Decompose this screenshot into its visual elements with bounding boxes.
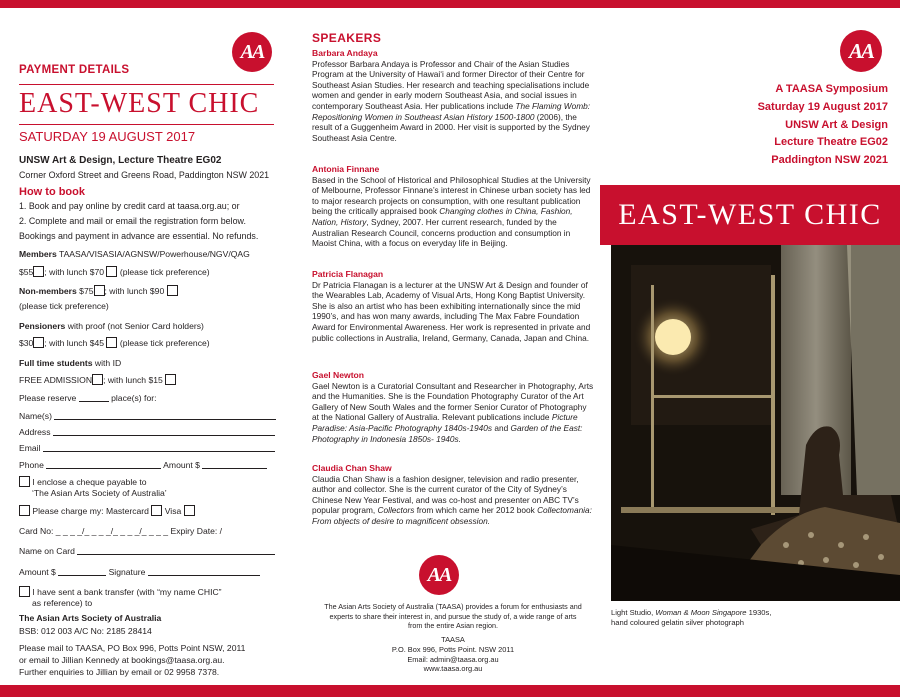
members-lunch-checkbox[interactable] xyxy=(106,266,117,277)
booking-step: 2. Complete and mail or email the registration form below. xyxy=(19,216,246,226)
students-options: FREE ADMISSION ; with lunch $15 xyxy=(19,374,176,386)
photo-caption xyxy=(611,608,891,628)
amount2-field[interactable] xyxy=(58,575,106,576)
address-field[interactable] xyxy=(53,435,275,436)
transfer-row: I have sent a bank transfer (with “my name CHIC” xyxy=(19,586,222,598)
contact-line: TAASA xyxy=(441,635,465,644)
names-field[interactable] xyxy=(54,419,276,420)
students-checkbox[interactable] xyxy=(92,374,103,385)
cheque-payee: ‘The Asian Arts Society of Australia’ xyxy=(32,488,167,498)
visa-checkbox[interactable] xyxy=(184,505,195,516)
taasa-logo: AA xyxy=(840,30,882,72)
speaker-bio: Based in the School of Historical and Philosophical Studies at the University of Melbourne, Professor Finnane’s interest in Chinese urban society has led to major research projects on consumption, with one resultant publication being the critically appraised book Changing clothes in China, Fashion, Nation, History, Sydney, 2007. Her current research, funded by the Australian Research Council, concerns production and consumption in Maoist China, with a focus on everyday life in Beijing. xyxy=(312,174,591,249)
how-to-book-heading: How to book xyxy=(19,186,85,198)
speaker-bio: Dr Patricia Flanagan is a lecturer at the UNSW Art & Design and founder of the Wearables Lab, Academy of Visual Arts, Hong Kong Baptist University. She is also an artist who has been exhibiting internationally since the mid 1990’s, and has won many awards, including The Max Fabre Foundation Award for Environmental Awareness. Her work is represented in private and public collections in Australia, Ireland, Germany, Canada, Japan and China. xyxy=(312,279,591,343)
title-rule-bottom xyxy=(19,124,274,125)
members-row: Members TAASA/VISASIA/AGNSW/Powerhouse/NGV/QAG xyxy=(19,249,250,259)
reserve-places-field[interactable] xyxy=(79,401,109,402)
symposium-line: A TAASA Symposium xyxy=(775,83,888,95)
contact-line[interactable]: Email: admin@taasa.org.au xyxy=(407,654,499,664)
pensioners-options: $30 ; with lunch $45 (please tick preference) xyxy=(19,338,210,348)
society-name: The Asian Arts Society of Australia xyxy=(19,613,162,623)
society-blurb: The Asian Arts Society of Australia (TAASA) provides a forum for enthusiasts and experts to share their interest in, and pursue the study of, a wide range of arts from the entire Asian region. xyxy=(324,602,582,631)
speaker-block xyxy=(312,269,594,343)
speaker-name: Gael Newton xyxy=(312,370,365,380)
booking-step: 1. Book and pay online by credit card at taasa.org.au; or xyxy=(19,201,240,211)
students-lunch-checkbox[interactable] xyxy=(165,374,176,385)
nonmembers-lunch-checkbox[interactable] xyxy=(167,285,178,296)
cover-panel xyxy=(600,8,900,685)
caption-line: hand coloured gelatin silver photograph xyxy=(611,618,744,627)
cheque-checkbox[interactable] xyxy=(19,476,30,487)
cheque-row: I enclose a cheque payable to xyxy=(19,476,147,488)
speaker-name: Patricia Flanagan xyxy=(312,269,384,279)
bank-details: BSB: 012 003 A/C No: 2185 28414 xyxy=(19,626,152,636)
mastercard-checkbox[interactable] xyxy=(151,505,162,516)
speaker-name: Antonia Finnane xyxy=(312,164,380,174)
amount-signature-row: Amount $ Signature xyxy=(19,567,260,578)
members-options: $55 ; with lunch $70 (please tick preference) xyxy=(19,267,210,277)
students-row: Full time students with ID xyxy=(19,358,122,368)
charge-checkbox[interactable] xyxy=(19,505,30,516)
speaker-block xyxy=(312,48,594,143)
address-row: Address xyxy=(19,427,275,438)
nonmembers-checkbox[interactable] xyxy=(94,285,105,296)
mail-line: or email to Jillian Kennedy at bookings@taasa.org.au. xyxy=(19,655,225,665)
taasa-logo: AA xyxy=(232,32,272,72)
contact-block xyxy=(324,635,582,674)
speaker-block xyxy=(312,164,594,249)
card-row: Card No: _ _ _ _/_ _ _ _/_ _ _ _/_ _ _ _ Expiry Date: / xyxy=(19,526,223,536)
symposium-line: UNSW Art & Design xyxy=(785,118,888,131)
members-checkbox[interactable] xyxy=(33,266,44,277)
speaker-bio: Professor Barbara Andaya is Professor and Chair of the Asian Studies Program at the University of Hawai‘i and former Director of their Centre for Southeast Asian Studies. Her research and teaching specialisations include women and gender in early modern Southeast Asia, and social issues in contemporary Southeast Asia. Her publications include The Flaming Womb: Repositioning Women in Southeast Asian History 1500-1800 (2006), the result of a Guggenheim Award in 2000. Her visit is supported by the Sydney Southeast Asia Centre. xyxy=(312,58,591,143)
pensioners-row: Pensioners with proof (not Senior Card holders) xyxy=(19,321,204,331)
symposium-line: Paddington NSW 2021 xyxy=(771,154,888,167)
signature-field[interactable] xyxy=(148,575,260,576)
section-title: PAYMENT DETAILS xyxy=(19,64,130,76)
speaker-name: Claudia Chan Shaw xyxy=(312,463,392,473)
name-on-card-row: Name on Card xyxy=(19,546,275,557)
email-field[interactable] xyxy=(43,451,275,452)
mail-line: Please mail to TAASA, PO Box 996, Potts Point NSW, 2011 xyxy=(19,643,246,653)
symposium-line: Saturday 19 August 2017 xyxy=(757,100,888,113)
transfer-note: as reference) to xyxy=(32,598,93,608)
names-row: Name(s) xyxy=(19,411,276,422)
caption-line: Light Studio, Woman & Moon Singapore 1930s, xyxy=(611,608,772,617)
event-title: EAST-WEST CHIC xyxy=(19,88,260,119)
booking-step: Bookings and payment in advance are essential. No refunds. xyxy=(19,231,259,241)
bottom-red-band xyxy=(0,685,900,697)
speaker-block xyxy=(312,463,594,527)
symposium-details xyxy=(758,81,888,170)
contact-line[interactable]: www.taasa.org.au xyxy=(423,664,483,674)
speaker-name: Barbara Andaya xyxy=(312,48,378,58)
amount-field[interactable] xyxy=(202,468,267,469)
mail-line: Further enquiries to Jillian by email or 02 9958 7378. xyxy=(19,667,220,677)
nonmembers-row: Non-members $75 ; with lunch $90 xyxy=(19,285,178,297)
pensioners-lunch-checkbox[interactable] xyxy=(106,337,117,348)
venue: UNSW Art & Design, Lecture Theatre EG02 xyxy=(19,155,222,166)
title-rule-top xyxy=(19,84,274,85)
payment-panel xyxy=(0,8,300,685)
speakers-heading: SPEAKERS xyxy=(312,31,382,45)
venue-address: Corner Oxford Street and Greens Road, Paddington NSW 2021 xyxy=(19,170,270,180)
pensioners-checkbox[interactable] xyxy=(33,337,44,348)
top-red-band xyxy=(0,0,900,8)
email-row: Email xyxy=(19,443,275,454)
speaker-block xyxy=(312,370,594,444)
phone-field[interactable] xyxy=(46,468,161,469)
contact-line: P.O. Box 996, Potts Point. NSW 2011 xyxy=(391,644,515,654)
transfer-checkbox[interactable] xyxy=(19,586,30,597)
symposium-line: Lecture Theatre EG02 xyxy=(774,136,888,149)
reserve-row: Please reserve place(s) for: xyxy=(19,393,157,403)
speaker-bio: Gael Newton is a Curatorial Consultant and Researcher in Photography, Arts and the Humanities. She is the Foundation Photography Curator of the Art Gallery of New South Wales and the former Senior Curator of Photography at the National Gallery of Australia. Relevant publications include Picture Paradise: Asia-Pacific Photography 1840s-1940s and Garden of the East: Photography in Indonesia 1850s- 1940s. xyxy=(312,380,594,444)
event-date: SATURDAY 19 AUGUST 2017 xyxy=(19,129,196,144)
banner-title: EAST-WEST CHIC xyxy=(618,198,882,231)
title-banner xyxy=(600,185,900,245)
phone-row: Phone Amount $ xyxy=(19,460,267,471)
speaker-bio: Claudia Chan Shaw is a fashion designer, television and radio presenter, author and collector. She is the current curator of the City of Sydney’s Chinese New Year Festival, and was co-host and presenter on ABC TV’s popular program, Collectors from which came her 2012 book Collectomania: From objects of desire to magnificent obsession. xyxy=(312,473,592,526)
name-on-card-field[interactable] xyxy=(77,554,275,555)
charge-row: Please charge my: Mastercard Visa xyxy=(19,505,195,517)
nonmembers-pref: (please tick preference) xyxy=(19,301,109,311)
speakers-panel xyxy=(300,8,600,685)
cover-photograph xyxy=(611,245,900,601)
photo-illustration xyxy=(611,245,900,601)
card-number-field[interactable]: _ _ _ _/_ _ _ _/_ _ _ _/_ _ _ _ xyxy=(55,526,169,536)
taasa-logo: AA xyxy=(419,555,459,595)
